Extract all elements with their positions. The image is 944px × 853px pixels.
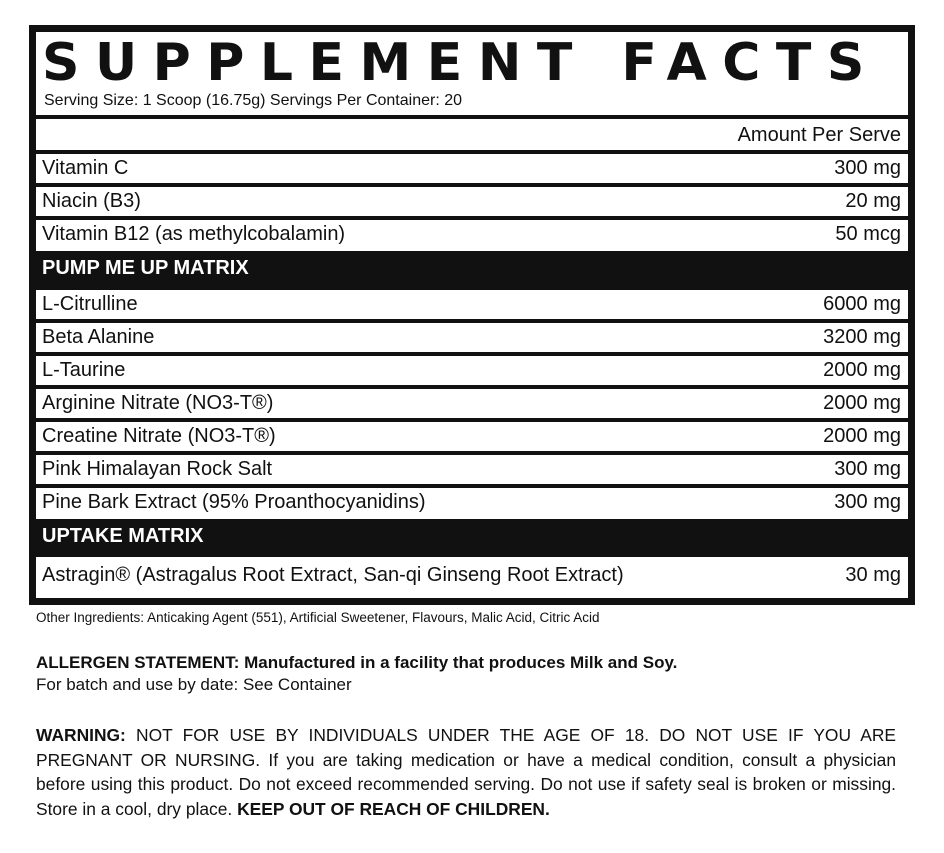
ingredient-row [36,323,908,352]
nutrient-amount: 20 mg [845,190,901,212]
allergen-text: Manufactured in a facility that produces Milk and Soy. [244,653,678,672]
warning-text: NOT FOR USE BY INDIVIDUALS UNDER THE AGE OF 18. DO NOT USE IF YOU ARE PREGNANT OR NURSING. If you are taking medication or have a medical condition, consult a physician before using this product. Do not exceed recommended serving. Do not use if safety seal is broken or missing. Store in a cool, dry place. [36,725,896,819]
nutrient-row [36,220,908,251]
section-label: UPTAKE MATRIX [42,525,204,547]
nutrient-amount: 300 mg [834,157,901,179]
ingredient-amount: 2000 mg [823,359,901,381]
ingredient-name: L-Taurine [42,359,126,381]
ingredient-name: Pine Bark Extract (95% Proanthocyanidins) [42,491,426,513]
ingredient-row [36,290,908,319]
warning-closing: KEEP OUT OF REACH OF CHILDREN. [237,798,550,819]
nutrient-row [36,187,908,216]
section-header-uptake [36,521,908,553]
ingredient-amount: 30 mg [845,564,901,586]
ingredient-row [36,557,908,598]
nutrient-amount: 50 mcg [835,223,901,245]
panel-title: SUPPLEMENT FACTS [42,33,880,93]
nutrient-name: Vitamin B12 (as methylcobalamin) [42,223,346,245]
ingredient-row [36,455,908,484]
serving-info: Serving Size: 1 Scoop (16.75g) Servings Per Container: 20 [44,92,463,109]
ingredient-amount: 300 mg [834,491,901,513]
nutrient-name: Niacin (B3) [42,190,141,212]
allergen-statement [36,652,916,696]
ingredient-name: Arginine Nitrate (NO3-T®) [42,392,274,414]
ingredient-row [36,422,908,451]
ingredient-row [36,356,908,385]
warning-label: WARNING: [36,725,126,745]
ingredient-name: Beta Alanine [42,326,155,348]
section-label: PUMP ME UP MATRIX [42,257,249,279]
ingredient-row [36,488,908,519]
batch-info: For batch and use by date: See Container [36,675,352,694]
amount-header: Amount Per Serve [737,124,901,146]
ingredient-row [36,389,908,418]
ingredient-amount: 2000 mg [823,392,901,414]
ingredient-name: Creatine Nitrate (NO3-T®) [42,425,276,447]
amount-header-row [36,119,908,150]
ingredient-amount: 6000 mg [823,293,901,315]
ingredient-amount: 2000 mg [823,425,901,447]
ingredient-amount: 300 mg [834,458,901,480]
ingredient-name: Pink Himalayan Rock Salt [42,458,273,480]
ingredient-name: Astragin® (Astragalus Root Extract, San-qi Ginseng Root Extract) [42,564,624,586]
warning-statement [36,723,896,821]
supplement-facts-panel [29,25,915,605]
allergen-label: ALLERGEN STATEMENT: [36,653,240,672]
ingredient-amount: 3200 mg [823,326,901,348]
section-header-pump [36,252,908,286]
other-ingredients: Other Ingredients: Anticaking Agent (551), Artificial Sweetener, Flavours, Malic Acid, Citric Acid [36,610,600,625]
nutrient-name: Vitamin C [42,157,129,179]
ingredient-name: L-Citrulline [42,293,138,315]
nutrient-row [36,154,908,183]
panel-header [36,32,908,115]
